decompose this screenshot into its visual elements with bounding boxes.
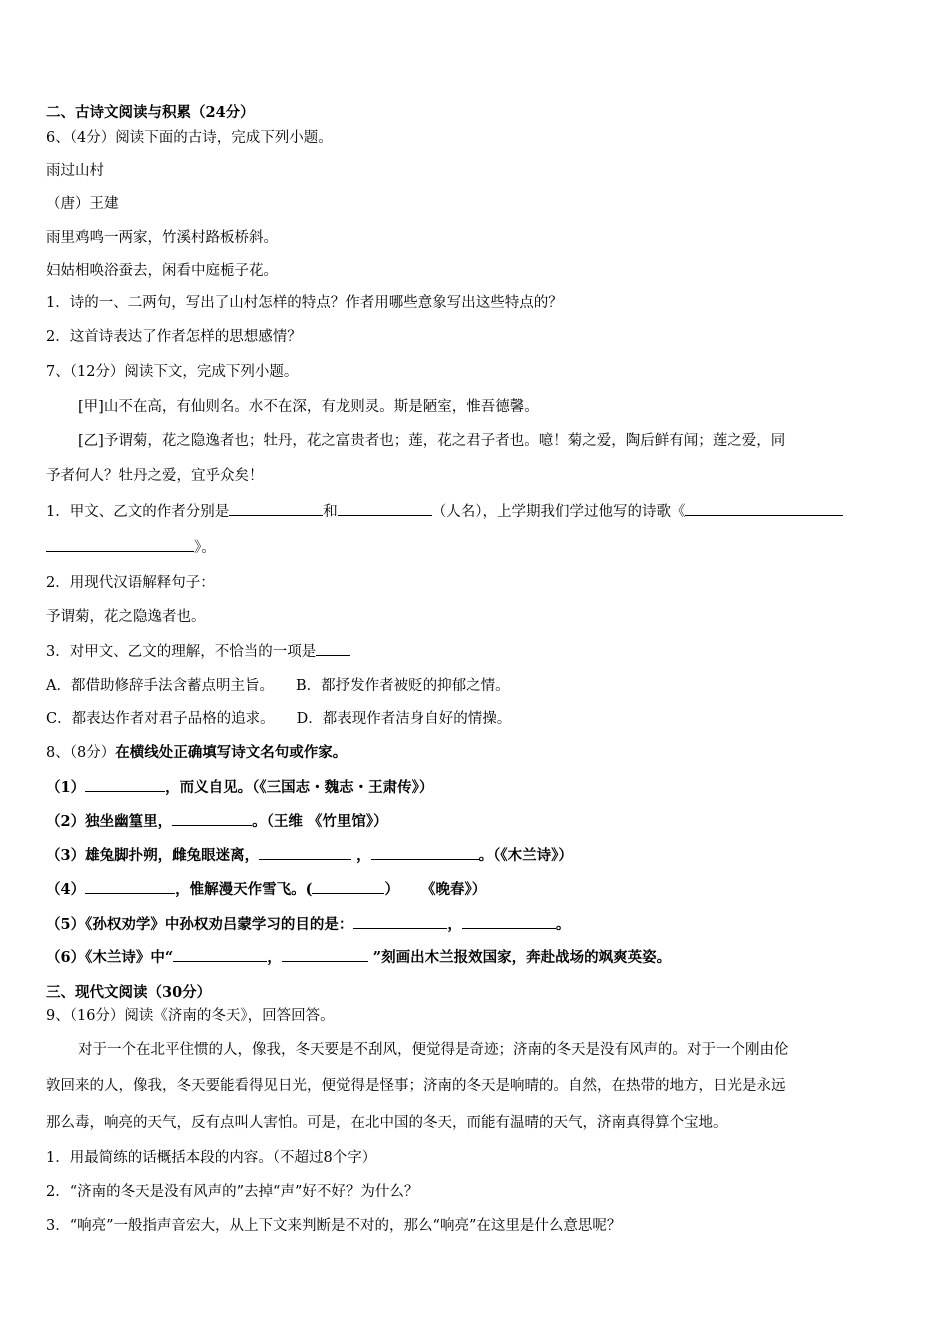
q8-item-1-text-b: ，而义自见。（《三国志・魏志・王肃传》）	[165, 779, 434, 796]
passage-jia: [甲]山不在高，有仙则名。水不在深，有龙则灵。斯是陋室，惟吾德馨。	[78, 399, 539, 415]
q7-subquestion-1	[46, 501, 843, 522]
poem-title: 雨过山村	[46, 163, 104, 179]
answer-blank[interactable]	[353, 914, 447, 929]
q8-intro-text: 在横线处正确填写诗文名句或作家。	[115, 744, 348, 761]
answer-blank[interactable]	[46, 537, 194, 552]
q8-item-1	[46, 777, 433, 798]
q8-item-5-text-b: ，	[447, 916, 462, 933]
q9-subquestion-1: 1．用最简练的话概括本段的内容。（不超过8个字）	[46, 1150, 377, 1166]
q8-item-5-text-a: （5）《孙权劝学》中孙权劝吕蒙学习的目的是：	[46, 916, 354, 933]
q8-item-1-text-a: （1）	[46, 779, 86, 796]
q6-intro: 6、（4分）阅读下面的古诗，完成下列小题。	[46, 130, 333, 146]
q7-q2-sentence: 予谓菊，花之隐逸者也。	[46, 609, 206, 625]
q7-q1-text-b: 和	[323, 504, 338, 520]
q8-item-6-text-a: （6）《木兰诗》中“	[46, 949, 174, 966]
q8-item-2-text-b: 。（王维 《竹里馆》）	[252, 813, 388, 830]
passage-line-1: 对于一个在北平住惯的人，像我，冬天要是不刮风，便觉得是奇迹；济南的冬天是没有风声的。对于一个刚由伦	[78, 1042, 789, 1058]
q8-item-2-text-a: （2）独坐幽篁里，	[46, 813, 173, 830]
answer-blank[interactable]	[282, 947, 368, 962]
q6-subquestion-2: 2．这首诗表达了作者怎样的思想感情？	[46, 329, 302, 345]
passage-yi-line-2: 予者何人？牡丹之爱，宜乎众矣！	[46, 468, 264, 484]
q8-item-5-text-c: 。	[555, 916, 571, 933]
answer-blank[interactable]	[312, 879, 384, 894]
q8-item-4-text-b: ，惟解漫天作雪飞。(	[175, 881, 313, 898]
q8-item-2	[46, 811, 388, 832]
answer-blank[interactable]	[685, 501, 843, 516]
answer-blank[interactable]	[85, 879, 175, 894]
q7-q1-text-a: 1．甲文、乙文的作者分别是	[46, 504, 230, 520]
q8-item-4	[46, 879, 486, 900]
q9-subquestion-3: 3．“响亮”一般指声音宏大，从上下文来判断是不对的，那么“响亮”在这里是什么意思呢？	[46, 1218, 622, 1234]
section3-heading: 三、现代文阅读（30分）	[46, 984, 212, 1001]
q8-item-4-text-c: ）	[384, 881, 399, 898]
q8-item-5	[46, 914, 570, 935]
poem-line-2: 妇姑相唤浴蚕去，闲看中庭栀子花。	[46, 263, 278, 279]
q7-q3-text: 3．对甲文、乙文的理解，不恰当的一项是	[46, 644, 317, 660]
q8-item-3	[46, 845, 573, 866]
q8-intro-number: 8、（8分）	[46, 745, 116, 761]
q8-item-6-text-c: ”刻画出木兰报效国家，奔赴战场的飒爽英姿。	[372, 949, 672, 966]
q9-subquestion-2: 2．“济南的冬天是没有风声的”去掉“声”好不好？为什么？	[46, 1184, 419, 1200]
q7-q1-text-c: （人名），上学期我们学过他写的诗歌《	[431, 504, 686, 520]
q7-options-ab	[46, 676, 510, 696]
q6-subquestion-1: 1．诗的一、二两句，写出了山村怎样的特点？作者用哪些意象写出这些特点的？	[46, 295, 563, 311]
q7-options-cd	[46, 709, 511, 729]
poem-line-1: 雨里鸡鸣一两家，竹溪村路板桥斜。	[46, 230, 278, 246]
answer-blank[interactable]	[85, 777, 165, 792]
q8-item-3-text-a: （3）雄兔脚扑朔，雌兔眼迷离，	[46, 847, 260, 864]
section2-heading: 二、古诗文阅读与积累（24分）	[46, 104, 255, 121]
passage-line-3: 那么毒，响亮的天气，反有点叫人害怕。可是，在北中国的冬天，而能有温晴的天气，济南真得算个宝地。	[46, 1115, 728, 1131]
answer-blank[interactable]	[229, 501, 323, 516]
answer-blank[interactable]	[338, 501, 432, 516]
q7-subquestion-3	[46, 641, 350, 662]
passage-yi-line-1: [乙]予谓菊，花之隐逸者也；牡丹，花之富贵者也；莲，花之君子者也。噫！菊之爱，陶后鲜有闻；莲之爱，同	[78, 433, 786, 449]
answer-blank[interactable]	[173, 947, 267, 962]
answer-blank[interactable]	[462, 914, 556, 929]
q9-intro: 9、（16分）阅读《济南的冬天》，回答回答。	[46, 1008, 335, 1024]
answer-blank[interactable]	[172, 811, 252, 826]
q7-subquestion-1-cont	[46, 537, 216, 558]
q8-item-3-text-b: ，	[356, 847, 371, 864]
poem-author: （唐）王建	[46, 196, 119, 212]
q7-q1-text-d: 》。	[194, 540, 216, 556]
option-d: D．都表现作者洁身自好的情操。	[296, 711, 512, 727]
q7-subquestion-2: 2．用现代汉语解释句子：	[46, 575, 215, 591]
answer-blank[interactable]	[316, 641, 350, 656]
answer-blank[interactable]	[371, 845, 479, 860]
q8-item-3-text-c: 。（《木兰诗》）	[478, 847, 573, 864]
q8-intro	[46, 743, 347, 763]
option-b: B．都抒发作者被贬的抑郁之情。	[295, 678, 510, 694]
answer-blank[interactable]	[259, 845, 351, 860]
option-a: A．都借助修辞手法含蓄点明主旨。	[46, 678, 274, 694]
option-c: C．都表达作者对君子品格的追求。	[46, 711, 275, 727]
q8-item-4-text-a: （4）	[46, 881, 86, 898]
q8-item-6	[46, 947, 671, 968]
q7-intro: 7、（12分）阅读下文，完成下列小题。	[46, 364, 299, 380]
passage-line-2: 敦回来的人，像我，冬天要能看得见日光，便觉得是怪事；济南的冬天是响晴的。自然，在热带的地方，日光是永远	[46, 1078, 786, 1094]
q8-item-6-text-b: ，	[267, 949, 282, 966]
q8-item-4-text-d: 《晚春》）	[420, 881, 487, 898]
